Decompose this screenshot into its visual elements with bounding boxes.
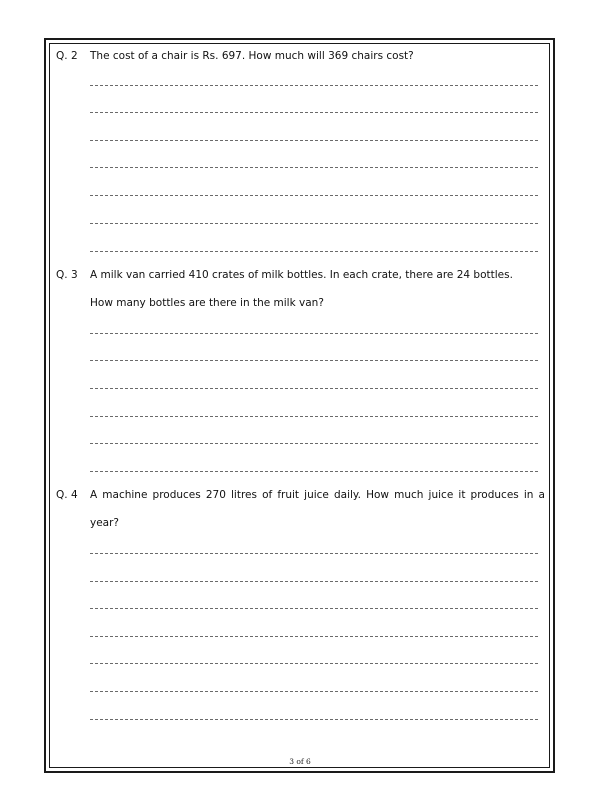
- answer-line: [90, 691, 538, 692]
- answer-line: [90, 553, 538, 554]
- question-4-text-line-1: A machine produces 270 litres of fruit juice daily. How much juice it produces in a: [90, 489, 545, 501]
- question-3-text-line-1: A milk van carried 410 crates of milk bottles. In each crate, there are 24 bottles.: [90, 269, 513, 281]
- answer-line: [90, 85, 538, 86]
- question-2-text: The cost of a chair is Rs. 697. How much will 369 chairs cost?: [90, 50, 414, 62]
- page-border-inner: [49, 43, 550, 768]
- question-4-text-line-2: year?: [90, 517, 119, 529]
- question-3-text-line-2: How many bottles are there in the milk van?: [90, 297, 324, 309]
- answer-line: [90, 112, 538, 113]
- question-4-number: Q. 4: [56, 489, 78, 501]
- answer-line: [90, 223, 538, 224]
- answer-line: [90, 195, 538, 196]
- answer-line: [90, 416, 538, 417]
- answer-line: [90, 360, 538, 361]
- answer-line: [90, 140, 538, 141]
- answer-line: [90, 388, 538, 389]
- answer-line: [90, 663, 538, 664]
- answer-line: [90, 471, 538, 472]
- answer-line: [90, 581, 538, 582]
- question-3-number: Q. 3: [56, 269, 78, 281]
- page-number: 3 of 6: [289, 757, 311, 766]
- answer-line: [90, 443, 538, 444]
- answer-line: [90, 636, 538, 637]
- answer-line: [90, 333, 538, 334]
- question-2-number: Q. 2: [56, 50, 78, 62]
- answer-line: [90, 251, 538, 252]
- answer-line: [90, 608, 538, 609]
- answer-line: [90, 167, 538, 168]
- answer-line: [90, 719, 538, 720]
